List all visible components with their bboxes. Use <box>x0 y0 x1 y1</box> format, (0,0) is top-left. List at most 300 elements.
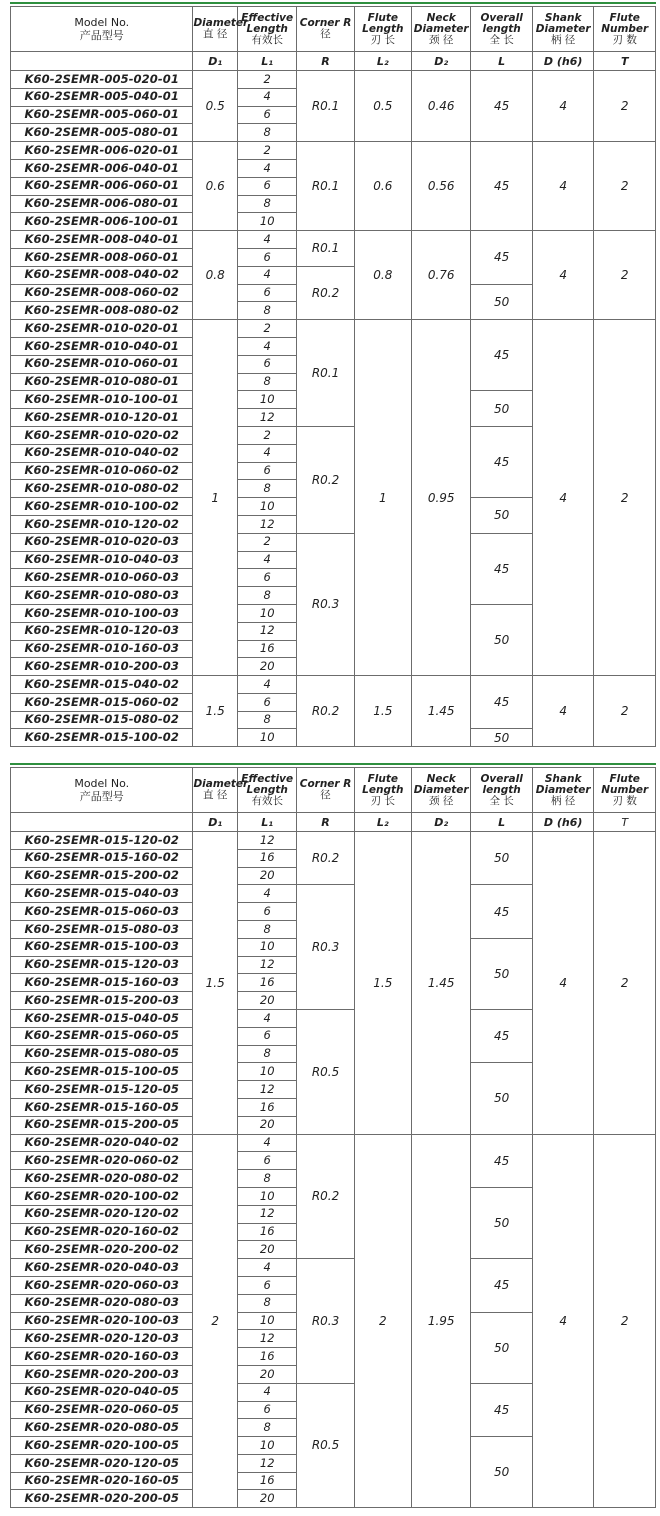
effective-length-cell: 12 <box>238 832 297 850</box>
model-number-cell: K60-2SEMR-015-040-02 <box>11 676 193 694</box>
overall-length-cell: 45 <box>471 676 533 729</box>
table-row <box>11 142 656 160</box>
header-l-cn: 全 长 <box>489 794 514 807</box>
overall-length-cell: 50 <box>471 1437 533 1508</box>
flute-length-cell: 0.5 <box>354 71 411 142</box>
overall-length-cell: 50 <box>471 1187 533 1258</box>
effective-length-cell: 6 <box>238 355 297 373</box>
effective-length-cell: 4 <box>238 88 297 106</box>
model-number-cell: K60-2SEMR-015-100-05 <box>11 1063 193 1081</box>
header-l1-cn: 有效长 <box>251 794 283 807</box>
overall-length-cell: 50 <box>471 938 533 1009</box>
model-number-cell: K60-2SEMR-020-120-03 <box>11 1330 193 1348</box>
shank-diameter-cell: 4 <box>532 231 594 320</box>
corner-r-cell: R0.2 <box>297 832 354 885</box>
model-number-cell: K60-2SEMR-006-080-01 <box>11 195 193 213</box>
model-number-cell: K60-2SEMR-010-040-03 <box>11 551 193 569</box>
effective-length-cell: 4 <box>238 337 297 355</box>
header-r-en: Corner R <box>299 17 352 29</box>
effective-length-cell: 20 <box>238 1241 297 1259</box>
shank-diameter-cell: 4 <box>532 1134 594 1508</box>
effective-length-cell: 6 <box>238 284 297 302</box>
header-model <box>11 7 193 52</box>
overall-length-cell: 50 <box>471 391 533 427</box>
effective-length-cell: 6 <box>238 177 297 195</box>
model-number-cell: K60-2SEMR-020-080-03 <box>11 1294 193 1312</box>
effective-length-cell: 20 <box>238 1490 297 1508</box>
effective-length-cell: 10 <box>238 1312 297 1330</box>
symbol-r: R <box>297 813 354 832</box>
model-number-cell: K60-2SEMR-010-100-02 <box>11 498 193 516</box>
flute-number-cell: 2 <box>594 142 656 231</box>
symbol-model <box>11 52 193 71</box>
effective-length-cell: 8 <box>238 1294 297 1312</box>
header-model-en: Model No. <box>74 16 130 29</box>
flute-number-cell: 2 <box>594 71 656 142</box>
header-t <box>594 768 656 813</box>
overall-length-cell: 50 <box>471 1063 533 1134</box>
spec-table-1 <box>10 6 656 747</box>
header-d2-en: Neck Diameter <box>413 11 469 35</box>
flute-length-cell: 0.6 <box>354 142 411 231</box>
neck-diameter-cell: 1.95 <box>411 1134 470 1508</box>
effective-length-cell: 8 <box>238 1419 297 1437</box>
effective-length-cell: 10 <box>238 1187 297 1205</box>
model-number-cell: K60-2SEMR-008-080-02 <box>11 302 193 320</box>
corner-r-cell: R0.2 <box>297 676 354 747</box>
effective-length-cell: 8 <box>238 195 297 213</box>
header-t <box>594 7 656 52</box>
effective-length-cell: 4 <box>238 885 297 903</box>
diameter-cell: 1.5 <box>193 832 238 1135</box>
model-number-cell: K60-2SEMR-015-200-03 <box>11 992 193 1010</box>
model-number-cell: K60-2SEMR-015-120-03 <box>11 956 193 974</box>
effective-length-cell: 12 <box>238 409 297 427</box>
effective-length-cell: 6 <box>238 1276 297 1294</box>
header-l2-en: Flute Length <box>362 772 404 796</box>
flute-length-cell: 1.5 <box>354 676 411 747</box>
flute-number-cell: 2 <box>594 676 656 747</box>
symbol-l2: L₂ <box>354 52 411 71</box>
model-number-cell: K60-2SEMR-006-040-01 <box>11 159 193 177</box>
effective-length-cell: 8 <box>238 124 297 142</box>
header-d1-cn: 直 径 <box>203 28 228 40</box>
effective-length-cell: 2 <box>238 426 297 444</box>
effective-length-cell: 4 <box>238 159 297 177</box>
effective-length-cell: 10 <box>238 729 297 747</box>
header-l1 <box>238 768 297 813</box>
overall-length-cell: 50 <box>471 284 533 320</box>
header-l1-en: Effective Length <box>241 772 294 796</box>
flute-length-cell: 0.8 <box>354 231 411 320</box>
symbol-l1: L₁ <box>238 52 297 71</box>
header-model <box>11 768 193 813</box>
flute-length-cell: 1 <box>354 320 411 676</box>
model-number-cell: K60-2SEMR-020-200-05 <box>11 1490 193 1508</box>
model-number-cell: K60-2SEMR-010-060-01 <box>11 355 193 373</box>
overall-length-cell: 45 <box>471 71 533 142</box>
model-number-cell: K60-2SEMR-010-200-03 <box>11 658 193 676</box>
effective-length-cell: 12 <box>238 622 297 640</box>
effective-length-cell: 6 <box>238 248 297 266</box>
overall-length-cell: 45 <box>471 885 533 938</box>
overall-length-cell: 50 <box>471 604 533 675</box>
effective-length-cell: 6 <box>238 1152 297 1170</box>
effective-length-cell: 6 <box>238 462 297 480</box>
model-number-cell: K60-2SEMR-015-060-03 <box>11 903 193 921</box>
model-number-cell: K60-2SEMR-015-120-05 <box>11 1081 193 1099</box>
header-d2 <box>411 7 470 52</box>
effective-length-cell: 12 <box>238 1330 297 1348</box>
model-number-cell: K60-2SEMR-010-080-01 <box>11 373 193 391</box>
effective-length-cell: 10 <box>238 391 297 409</box>
model-number-cell: K60-2SEMR-010-120-01 <box>11 409 193 427</box>
header-row <box>11 7 656 52</box>
model-number-cell: K60-2SEMR-010-100-03 <box>11 604 193 622</box>
effective-length-cell: 4 <box>238 676 297 694</box>
model-number-cell: K60-2SEMR-010-120-02 <box>11 515 193 533</box>
header-d-en: Shank Diameter <box>535 11 591 35</box>
model-number-cell: K60-2SEMR-020-040-02 <box>11 1134 193 1152</box>
header-d1-en: Diameter <box>193 778 249 790</box>
model-number-cell: K60-2SEMR-020-120-05 <box>11 1454 193 1472</box>
flute-number-cell: 2 <box>594 320 656 676</box>
flute-length-cell: 2 <box>354 1134 411 1508</box>
header-d-en: Shank Diameter <box>535 772 591 796</box>
model-number-cell: K60-2SEMR-005-060-01 <box>11 106 193 124</box>
corner-r-cell: R0.2 <box>297 426 354 533</box>
effective-length-cell: 12 <box>238 956 297 974</box>
shank-diameter-cell: 4 <box>532 320 594 676</box>
header-row <box>11 768 656 813</box>
header-d1 <box>193 7 249 52</box>
model-number-cell: K60-2SEMR-020-060-03 <box>11 1276 193 1294</box>
overall-length-cell: 45 <box>471 1383 533 1436</box>
header-t-cn: 刃 数 <box>612 33 637 46</box>
model-number-cell: K60-2SEMR-010-060-03 <box>11 569 193 587</box>
overall-length-cell: 45 <box>471 142 533 231</box>
neck-diameter-cell: 0.56 <box>411 142 470 231</box>
symbol-l2: L₂ <box>354 813 411 832</box>
effective-length-cell: 16 <box>238 1348 297 1366</box>
effective-length-cell: 10 <box>238 213 297 231</box>
header-model-cn: 产品型号 <box>79 790 124 803</box>
flute-number-cell: 2 <box>594 832 656 1135</box>
corner-r-cell: R0.3 <box>297 1259 354 1384</box>
symbol-d1: D₁ <box>193 813 238 832</box>
neck-diameter-cell: 1.45 <box>411 832 470 1135</box>
symbol-d: D (h6) <box>532 52 594 71</box>
model-number-cell: K60-2SEMR-008-040-02 <box>11 266 193 284</box>
diameter-cell: 1 <box>193 320 238 676</box>
corner-r-cell: R0.5 <box>297 1383 354 1508</box>
header-l-cn: 全 长 <box>489 33 514 46</box>
model-number-cell: K60-2SEMR-006-100-01 <box>11 213 193 231</box>
table-row <box>11 71 656 89</box>
header-l2-cn: 刃 长 <box>370 33 395 46</box>
symbol-d2: D₂ <box>411 52 470 71</box>
corner-r-cell: R0.2 <box>297 266 354 319</box>
symbol-t: T <box>594 813 656 832</box>
symbol-l: L <box>471 52 533 71</box>
overall-length-cell: 45 <box>471 320 533 391</box>
model-number-cell: K60-2SEMR-020-060-05 <box>11 1401 193 1419</box>
corner-r-cell: R0.3 <box>297 885 354 1010</box>
flute-number-cell: 2 <box>594 1134 656 1508</box>
overall-length-cell: 50 <box>471 498 533 534</box>
effective-length-cell: 6 <box>238 1401 297 1419</box>
effective-length-cell: 8 <box>238 587 297 605</box>
symbol-d1: D₁ <box>193 52 238 71</box>
model-number-cell: K60-2SEMR-010-020-02 <box>11 426 193 444</box>
effective-length-cell: 10 <box>238 938 297 956</box>
neck-diameter-cell: 1.45 <box>411 676 470 747</box>
model-number-cell: K60-2SEMR-010-040-01 <box>11 337 193 355</box>
effective-length-cell: 12 <box>238 515 297 533</box>
corner-r-cell: R0.1 <box>297 71 354 142</box>
model-number-cell: K60-2SEMR-020-120-02 <box>11 1205 193 1223</box>
header-t-en: Flute Number <box>601 772 649 796</box>
effective-length-cell: 4 <box>238 551 297 569</box>
model-number-cell: K60-2SEMR-020-100-05 <box>11 1437 193 1455</box>
effective-length-cell: 4 <box>238 266 297 284</box>
symbol-t: T <box>594 52 656 71</box>
table-row <box>11 320 656 338</box>
effective-length-cell: 12 <box>238 1205 297 1223</box>
model-number-cell: K60-2SEMR-015-060-05 <box>11 1027 193 1045</box>
effective-length-cell: 4 <box>238 444 297 462</box>
header-l2 <box>354 7 411 52</box>
corner-r-cell: R0.1 <box>297 142 354 231</box>
header-l-en: Overall length <box>480 11 523 35</box>
model-number-cell: K60-2SEMR-008-040-01 <box>11 231 193 249</box>
diameter-cell: 1.5 <box>193 676 238 747</box>
diameter-cell: 0.5 <box>193 71 238 142</box>
effective-length-cell: 16 <box>238 640 297 658</box>
model-number-cell: K60-2SEMR-015-100-03 <box>11 938 193 956</box>
header-d2-cn: 颈 径 <box>429 33 454 46</box>
header-d-cn: 柄 径 <box>550 794 576 807</box>
green-top-rule <box>10 2 656 4</box>
model-number-cell: K60-2SEMR-005-020-01 <box>11 71 193 89</box>
header-l <box>471 7 533 52</box>
effective-length-cell: 10 <box>238 498 297 516</box>
header-d2-en: Neck Diameter <box>413 772 469 796</box>
shank-diameter-cell: 4 <box>532 142 594 231</box>
effective-length-cell: 12 <box>238 1454 297 1472</box>
symbol-l: L <box>471 813 533 832</box>
header-l-en: Overall length <box>480 772 523 796</box>
table-row <box>11 832 656 850</box>
effective-length-cell: 20 <box>238 1116 297 1134</box>
symbol-r: R <box>297 52 354 71</box>
model-number-cell: K60-2SEMR-020-060-02 <box>11 1152 193 1170</box>
spec-table-2 <box>10 767 656 1508</box>
effective-length-cell: 6 <box>238 903 297 921</box>
model-number-cell: K60-2SEMR-015-160-02 <box>11 849 193 867</box>
model-number-cell: K60-2SEMR-006-020-01 <box>11 142 193 160</box>
effective-length-cell: 20 <box>238 992 297 1010</box>
effective-length-cell: 4 <box>238 1134 297 1152</box>
header-d2 <box>411 768 470 813</box>
effective-length-cell: 20 <box>238 658 297 676</box>
model-number-cell: K60-2SEMR-020-200-03 <box>11 1365 193 1383</box>
effective-length-cell: 8 <box>238 711 297 729</box>
corner-r-cell: R0.1 <box>297 231 354 267</box>
model-number-cell: K60-2SEMR-015-080-03 <box>11 920 193 938</box>
overall-length-cell: 50 <box>471 1312 533 1383</box>
model-number-cell: K60-2SEMR-010-120-03 <box>11 622 193 640</box>
effective-length-cell: 6 <box>238 693 297 711</box>
diameter-cell: 0.6 <box>193 142 238 231</box>
model-number-cell: K60-2SEMR-020-100-03 <box>11 1312 193 1330</box>
header-r-cn: 径 <box>320 789 331 801</box>
effective-length-cell: 20 <box>238 1365 297 1383</box>
table-row <box>11 1134 656 1152</box>
overall-length-cell: 45 <box>471 231 533 284</box>
header-d-cn: 柄 径 <box>550 33 576 46</box>
effective-length-cell: 10 <box>238 1437 297 1455</box>
model-number-cell: K60-2SEMR-015-160-03 <box>11 974 193 992</box>
model-number-cell: K60-2SEMR-008-060-02 <box>11 284 193 302</box>
diameter-cell: 2 <box>193 1134 238 1508</box>
model-number-cell: K60-2SEMR-010-080-02 <box>11 480 193 498</box>
model-number-cell: K60-2SEMR-008-060-01 <box>11 248 193 266</box>
header-l1 <box>238 7 297 52</box>
effective-length-cell: 8 <box>238 373 297 391</box>
effective-length-cell: 16 <box>238 849 297 867</box>
model-number-cell: K60-2SEMR-010-080-03 <box>11 587 193 605</box>
header-l <box>471 768 533 813</box>
corner-r-cell: R0.1 <box>297 320 354 427</box>
model-number-cell: K60-2SEMR-020-040-05 <box>11 1383 193 1401</box>
overall-length-cell: 45 <box>471 1009 533 1062</box>
model-number-cell: K60-2SEMR-020-160-02 <box>11 1223 193 1241</box>
effective-length-cell: 12 <box>238 1081 297 1099</box>
table-row <box>11 231 656 249</box>
header-d1-en: Diameter <box>193 17 249 29</box>
model-number-cell: K60-2SEMR-020-040-03 <box>11 1259 193 1277</box>
effective-length-cell: 8 <box>238 920 297 938</box>
effective-length-cell: 8 <box>238 480 297 498</box>
flute-number-cell: 2 <box>594 231 656 320</box>
header-l1-en: Effective Length <box>241 11 294 35</box>
model-number-cell: K60-2SEMR-010-020-03 <box>11 533 193 551</box>
model-number-cell: K60-2SEMR-020-200-02 <box>11 1241 193 1259</box>
model-number-cell: K60-2SEMR-015-080-05 <box>11 1045 193 1063</box>
effective-length-cell: 16 <box>238 974 297 992</box>
header-d <box>532 768 594 813</box>
effective-length-cell: 8 <box>238 1170 297 1188</box>
model-number-cell: K60-2SEMR-006-060-01 <box>11 177 193 195</box>
effective-length-cell: 16 <box>238 1472 297 1490</box>
effective-length-cell: 20 <box>238 867 297 885</box>
model-number-cell: K60-2SEMR-020-080-05 <box>11 1419 193 1437</box>
corner-r-cell: R0.3 <box>297 533 354 675</box>
model-number-cell: K60-2SEMR-015-100-02 <box>11 729 193 747</box>
header-r-cn: 径 <box>320 28 331 40</box>
model-number-cell: K60-2SEMR-010-060-02 <box>11 462 193 480</box>
effective-length-cell: 8 <box>238 1045 297 1063</box>
model-number-cell: K60-2SEMR-020-160-05 <box>11 1472 193 1490</box>
symbol-row <box>11 813 656 832</box>
effective-length-cell: 4 <box>238 1259 297 1277</box>
effective-length-cell: 6 <box>238 1027 297 1045</box>
header-t-cn: 刃 数 <box>612 794 637 807</box>
shank-diameter-cell: 4 <box>532 676 594 747</box>
header-r-en: Corner R <box>299 778 352 790</box>
overall-length-cell: 45 <box>471 533 533 604</box>
effective-length-cell: 6 <box>238 569 297 587</box>
corner-r-cell: R0.5 <box>297 1009 354 1134</box>
model-number-cell: K60-2SEMR-015-080-02 <box>11 711 193 729</box>
table-row <box>11 676 656 694</box>
header-t-en: Flute Number <box>601 11 649 35</box>
overall-length-cell: 45 <box>471 426 533 497</box>
model-number-cell: K60-2SEMR-010-020-01 <box>11 320 193 338</box>
effective-length-cell: 4 <box>238 1383 297 1401</box>
symbol-d: D (h6) <box>532 813 594 832</box>
model-number-cell: K60-2SEMR-010-100-01 <box>11 391 193 409</box>
symbol-d2: D₂ <box>411 813 470 832</box>
flute-length-cell: 1.5 <box>354 832 411 1135</box>
overall-length-cell: 50 <box>471 729 533 747</box>
effective-length-cell: 16 <box>238 1223 297 1241</box>
model-number-cell: K60-2SEMR-010-160-03 <box>11 640 193 658</box>
effective-length-cell: 4 <box>238 1009 297 1027</box>
neck-diameter-cell: 0.46 <box>411 71 470 142</box>
model-number-cell: K60-2SEMR-015-040-05 <box>11 1009 193 1027</box>
model-number-cell: K60-2SEMR-015-160-05 <box>11 1098 193 1116</box>
symbol-row <box>11 52 656 71</box>
effective-length-cell: 2 <box>238 533 297 551</box>
effective-length-cell: 2 <box>238 320 297 338</box>
header-model-en: Model No. <box>74 777 130 790</box>
model-number-cell: K60-2SEMR-020-100-02 <box>11 1187 193 1205</box>
neck-diameter-cell: 0.95 <box>411 320 470 676</box>
effective-length-cell: 8 <box>238 302 297 320</box>
symbol-l1: L₁ <box>238 813 297 832</box>
effective-length-cell: 2 <box>238 142 297 160</box>
header-l1-cn: 有效长 <box>251 33 283 46</box>
model-number-cell: K60-2SEMR-015-200-02 <box>11 867 193 885</box>
overall-length-cell: 50 <box>471 832 533 885</box>
header-d2-cn: 颈 径 <box>429 794 454 807</box>
effective-length-cell: 16 <box>238 1098 297 1116</box>
model-number-cell: K60-2SEMR-005-040-01 <box>11 88 193 106</box>
header-d1-cn: 直 径 <box>203 789 228 801</box>
green-top-rule <box>10 763 656 765</box>
diameter-cell: 0.8 <box>193 231 238 320</box>
header-l2-en: Flute Length <box>362 11 404 35</box>
effective-length-cell: 10 <box>238 1063 297 1081</box>
model-number-cell: K60-2SEMR-010-040-02 <box>11 444 193 462</box>
symbol-model <box>11 813 193 832</box>
header-l2 <box>354 768 411 813</box>
header-model-cn: 产品型号 <box>79 29 124 42</box>
overall-length-cell: 45 <box>471 1259 533 1312</box>
shank-diameter-cell: 4 <box>532 71 594 142</box>
neck-diameter-cell: 0.76 <box>411 231 470 320</box>
header-d <box>532 7 594 52</box>
header-d1 <box>193 768 249 813</box>
model-number-cell: K60-2SEMR-015-060-02 <box>11 693 193 711</box>
overall-length-cell: 45 <box>471 1134 533 1187</box>
header-r <box>297 7 354 52</box>
model-number-cell: K60-2SEMR-015-040-03 <box>11 885 193 903</box>
corner-r-cell: R0.2 <box>297 1134 354 1259</box>
model-number-cell: K60-2SEMR-015-120-02 <box>11 832 193 850</box>
